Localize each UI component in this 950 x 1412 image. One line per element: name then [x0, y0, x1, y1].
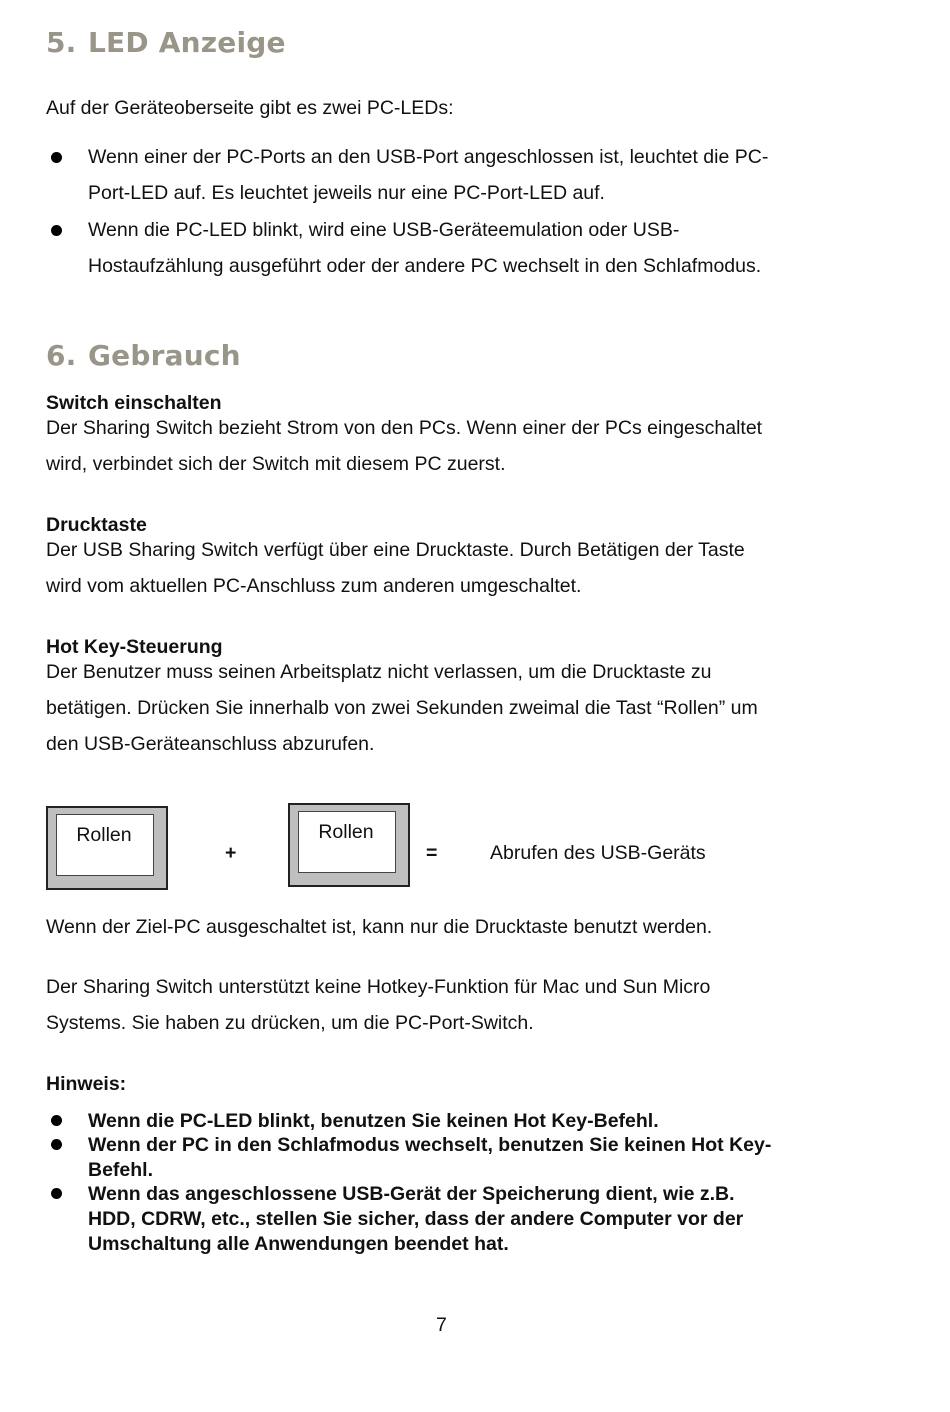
switch-on-heading: Switch einschalten	[46, 392, 222, 414]
bullet-dot-icon	[51, 152, 62, 163]
note-item-2-line-2: Befehl.	[88, 1159, 154, 1181]
mac-paragraph-line-2: Systems. Sie haben zu drücken, um die PC-Port-Switch.	[46, 1012, 534, 1034]
hotkey-line-2: betätigen. Drücken Sie innerhalb von zwei Sekunden zweimal die Tast “Rollen” um	[46, 697, 758, 719]
plus-sign: +	[225, 842, 237, 864]
note-item-2-line-1: Wenn der PC in den Schlafmodus wechselt, benutzen Sie keinen Hot Key-	[88, 1134, 772, 1156]
pushbutton-heading: Drucktaste	[46, 514, 147, 536]
switch-on-line-2: wird, verbindet sich der Switch mit diesem PC zuerst.	[46, 453, 506, 475]
pushbutton-line-1: Der USB Sharing Switch verfügt über eine Drucktaste. Durch Betätigen der Taste	[46, 539, 745, 561]
target-off-paragraph: Wenn der Ziel-PC ausgeschaltet ist, kann nur die Drucktaste benutzt werden.	[46, 916, 713, 938]
rollen-key-2	[288, 803, 410, 887]
led-bullet-2-line-2: Hostaufzählung ausgeführt oder der andere PC wechselt in den Schlafmodus.	[88, 255, 762, 277]
pushbutton-line-2: wird vom aktuellen PC-Anschluss zum anderen umgeschaltet.	[46, 575, 582, 597]
section-5-number: 5.	[46, 26, 77, 59]
section-5-title: LED Anzeige	[88, 26, 286, 59]
section-6-number: 6.	[46, 339, 77, 372]
switch-on-line-1: Der Sharing Switch bezieht Strom von den PCs. Wenn einer der PCs eingeschaltet	[46, 417, 763, 439]
mac-paragraph-line-1: Der Sharing Switch unterstützt keine Hotkey-Funktion für Mac und Sun Micro	[46, 976, 711, 998]
rollen-key-1	[46, 806, 168, 890]
diagram-result: Abrufen des USB-Geräts	[490, 842, 706, 864]
equals-sign: =	[426, 842, 438, 864]
hotkey-line-3: den USB-Geräteanschluss abzurufen.	[46, 733, 375, 755]
page-number: 7	[436, 1314, 447, 1336]
rollen-key-1-label: Rollen	[76, 824, 132, 846]
bullet-dot-icon	[51, 1139, 62, 1150]
note-item-1-line-1: Wenn die PC-LED blinkt, benutzen Sie keinen Hot Key-Befehl.	[88, 1110, 659, 1132]
note-item-3-line-2: HDD, CDRW, etc., stellen Sie sicher, dass der andere Computer vor der	[88, 1208, 744, 1230]
section-5-intro: Auf der Geräteoberseite gibt es zwei PC-LEDs:	[46, 97, 454, 119]
hotkey-heading: Hot Key-Steuerung	[46, 636, 223, 658]
note-item-3-line-1: Wenn das angeschlossene USB-Gerät der Speicherung dient, wie z.B.	[88, 1183, 735, 1205]
bullet-dot-icon	[51, 1115, 62, 1126]
hotkey-line-1: Der Benutzer muss seinen Arbeitsplatz nicht verlassen, um die Drucktaste zu	[46, 661, 712, 683]
led-bullet-1-line-2: Port-LED auf. Es leuchtet jeweils nur eine PC-Port-LED auf.	[88, 182, 605, 204]
section-6-heading	[46, 339, 241, 372]
note-item-3-line-3: Umschaltung alle Anwendungen beendet hat.	[88, 1233, 509, 1255]
led-bullet-2-line-1: Wenn die PC-LED blinkt, wird eine USB-Geräteemulation oder USB-	[88, 219, 680, 241]
rollen-key-2-label: Rollen	[318, 821, 374, 843]
section-5-heading	[46, 26, 286, 59]
led-bullet-1-line-1: Wenn einer der PC-Ports an den USB-Port angeschlossen ist, leuchtet die PC-	[88, 146, 769, 168]
bullet-dot-icon	[51, 225, 62, 236]
section-6-title: Gebrauch	[88, 339, 241, 372]
bullet-dot-icon	[51, 1188, 62, 1199]
note-heading: Hinweis:	[46, 1073, 127, 1095]
